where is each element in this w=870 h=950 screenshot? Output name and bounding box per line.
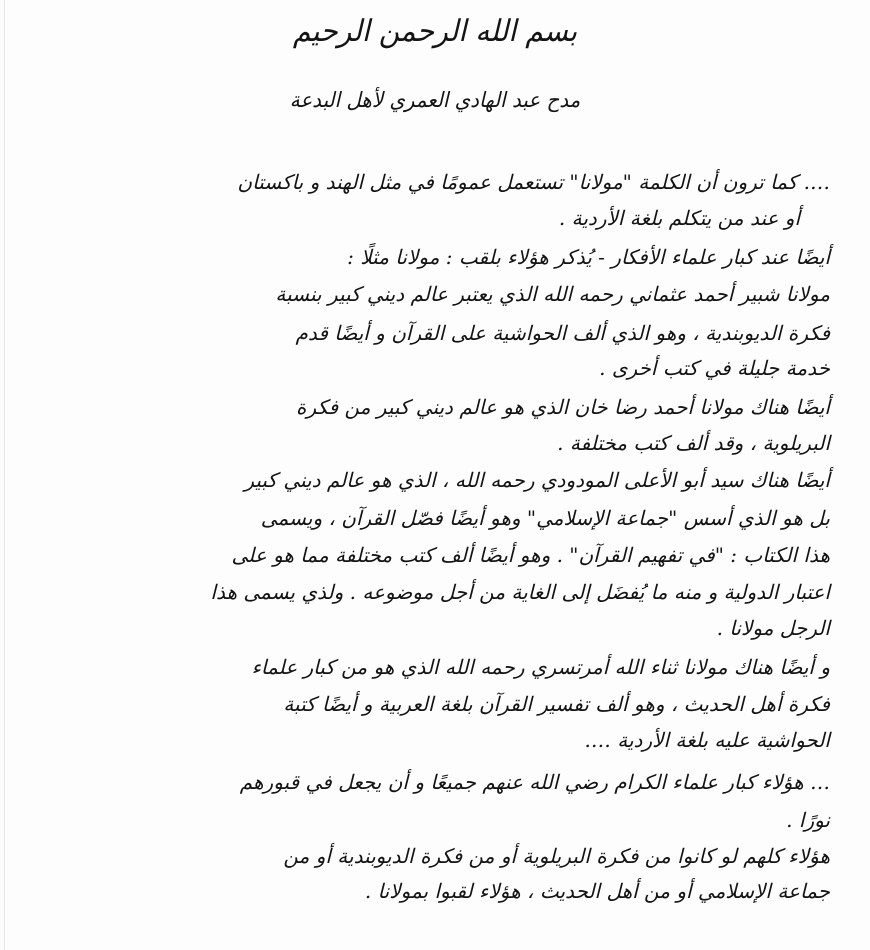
text-line: هؤلاء كلهم لو كانوا من فكرة البريلوية أو من فكرة الديوبندية أو من [283,844,830,868]
text-line: مولانا شبير أحمد عثماني رحمه الله الذي يعتبر عالم ديني كبير بنسبة [275,282,830,306]
text-line: جماعة الإسلامي أو من أهل الحديث ، هؤلاء لقبوا بمولانا . [364,879,830,903]
basmala-heading: بسم الله الرحمن الرحيم [292,14,578,49]
text-line: و أيضًا هناك مولانا ثناء الله أمرتسري رحمه الله الذي هو من كبار علماء [251,655,830,679]
text-line: بل هو الذي أسس "جماعة الإسلامي" وهو أيضًا فصّل القرآن ، ويسمى [260,506,830,530]
text-line: …. كما ترون أن الكلمة "مولانا" تستعمل عمومًا في مثل الهند و باكستان [237,170,830,194]
text-line: الحواشية عليه بلغة الأردية …. [584,728,830,752]
text-line: أيضًا هناك سيد أبو الأعلى المودودي رحمه الله ، الذي هو عالم ديني كبير [244,468,830,492]
text-line: فكرة أهل الحديث ، وهو ألف تفسير القرآن بلغة العربية و أيضًا كتبة [283,692,830,716]
text-line: هذا الكتاب : "في تفهيم القرآن" . وهو أيضًا ألف كتب مختلفة مما هو على [231,543,830,567]
text-line: نورًا . [786,808,830,832]
text-line: فكرة الديوبندية ، وهو الذي ألف الحواشية على القرآن و أيضًا قدم [295,321,830,345]
text-line: البريلوية ، وقد ألف كتب مختلفة . [557,431,830,455]
document-subtitle: مدح عبد الهادي العمري لأهل البدعة [289,88,581,112]
text-line: خدمة جليلة في كتب أخرى . [599,356,830,380]
text-line: اعتبار الدولية و منه ما يُفضَل إلى الغاية من أجل موضوعه . ولذي يسمى هذا [210,580,830,604]
text-line: أيضًا عند كبار علماء الأفكار - يُذكر هؤلاء بلقب : مولانا مثلًا : [347,245,830,269]
text-line: … هؤلاء كبار علماء الكرام رضي الله عنهم جميعًا و أن يجعل في قبورهم [239,770,830,794]
text-line: أو عند من يتكلم بلغة الأردية . [558,206,800,230]
text-line: أيضًا هناك مولانا أحمد رضا خان الذي هو عالم ديني كبير من فكرة [296,395,830,419]
text-line: الرجل مولانا . [716,616,830,640]
